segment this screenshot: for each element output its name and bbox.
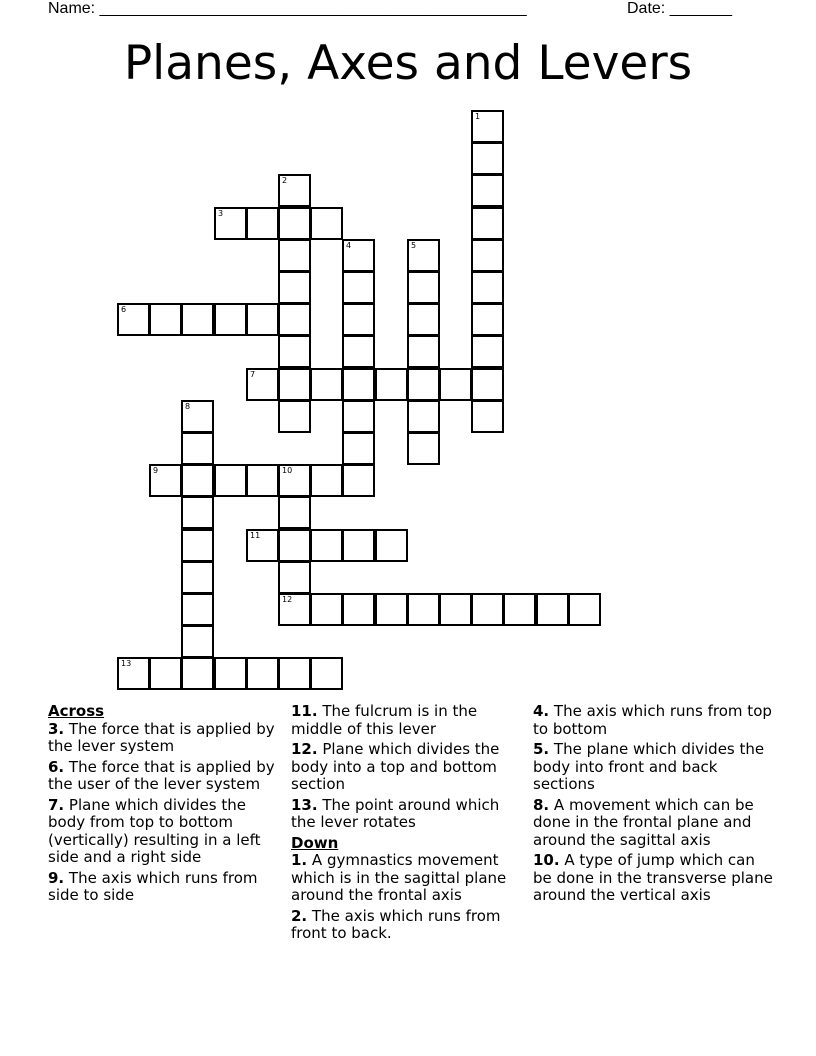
- grid-cell[interactable]: [181, 561, 214, 594]
- grid-cell[interactable]: [407, 432, 440, 465]
- grid-cell[interactable]: [407, 271, 440, 304]
- clue-down-8: 8. A movement which can be done in the frontal plane and around the sagittal axis: [533, 795, 754, 849]
- grid-cell[interactable]: [375, 529, 408, 562]
- clue-across-6: 6. The force that is applied by the user of the lever system: [48, 757, 275, 793]
- grid-cell[interactable]: [278, 529, 311, 562]
- grid-cell[interactable]: [407, 303, 440, 336]
- clue-number-6: 6: [121, 305, 127, 314]
- grid-cell[interactable]: [310, 207, 343, 240]
- clue-down-2: 2. The axis which runs from front to back.: [291, 906, 501, 942]
- grid-cell[interactable]: [181, 432, 214, 465]
- clues-column-3: [533, 703, 773, 908]
- grid-cell[interactable]: [181, 496, 214, 529]
- grid-cell[interactable]: [181, 529, 214, 562]
- date-field-label: Date: _______: [627, 0, 732, 17]
- name-field-label: Name: ________________________________________________: [48, 0, 527, 17]
- clue-number-5: 5: [411, 241, 417, 250]
- grid-cell[interactable]: [471, 303, 504, 336]
- grid-cell[interactable]: [471, 142, 504, 175]
- grid-cell[interactable]: [471, 400, 504, 433]
- grid-cell[interactable]: [471, 593, 504, 626]
- grid-cell[interactable]: [342, 239, 375, 272]
- grid-cell[interactable]: [214, 464, 247, 497]
- across-heading: Across: [48, 702, 105, 720]
- clue-number-1: 1: [475, 112, 481, 121]
- puzzle-title: Planes, Axes and Levers: [123, 36, 693, 91]
- grid-cell[interactable]: [278, 207, 311, 240]
- clue-down-4: 4. The axis which runs from top to bottom: [533, 702, 772, 738]
- grid-cell[interactable]: [568, 593, 601, 626]
- grid-cell[interactable]: [117, 303, 150, 336]
- clue-number-9: 9: [153, 466, 159, 475]
- grid-cell[interactable]: [181, 657, 214, 690]
- grid-cell[interactable]: [246, 464, 279, 497]
- grid-cell[interactable]: [471, 368, 504, 401]
- grid-cell[interactable]: [246, 529, 279, 562]
- grid-cell[interactable]: [375, 593, 408, 626]
- grid-cell[interactable]: [117, 657, 150, 690]
- grid-cell[interactable]: [181, 593, 214, 626]
- grid-cell[interactable]: [471, 207, 504, 240]
- grid-cell[interactable]: [407, 239, 440, 272]
- grid-cell[interactable]: [278, 239, 311, 272]
- grid-cell[interactable]: [342, 464, 375, 497]
- clues-column-2: [291, 703, 527, 946]
- grid-cell[interactable]: [214, 657, 247, 690]
- grid-cell[interactable]: [278, 657, 311, 690]
- clue-down-1: 1. A gymnastics movement which is in the sagittal plane around the frontal axis: [291, 851, 507, 904]
- grid-cell[interactable]: [342, 335, 375, 368]
- clues-column-1: [48, 703, 283, 908]
- grid-cell[interactable]: [278, 368, 311, 401]
- grid-cell[interactable]: [149, 657, 182, 690]
- grid-cell[interactable]: [278, 496, 311, 529]
- grid-cell[interactable]: [278, 303, 311, 336]
- clue-across-3: 3. The force that is applied by the lever system: [48, 719, 275, 755]
- clue-number-11: 11: [250, 531, 261, 540]
- grid-cell[interactable]: [278, 335, 311, 368]
- grid-cell[interactable]: [310, 593, 343, 626]
- grid-cell[interactable]: [342, 529, 375, 562]
- grid-cell[interactable]: [342, 400, 375, 433]
- clue-number-4: 4: [346, 241, 352, 250]
- grid-cell[interactable]: [407, 335, 440, 368]
- grid-cell[interactable]: [536, 593, 569, 626]
- grid-cell[interactable]: [342, 432, 375, 465]
- grid-cell[interactable]: [439, 593, 472, 626]
- grid-cell[interactable]: [181, 400, 214, 433]
- grid-cell[interactable]: [310, 657, 343, 690]
- grid-cell[interactable]: [471, 239, 504, 272]
- grid-cell[interactable]: [375, 368, 408, 401]
- grid-cell[interactable]: [342, 368, 375, 401]
- grid-cell[interactable]: [310, 368, 343, 401]
- grid-cell[interactable]: [342, 593, 375, 626]
- grid-cell[interactable]: [214, 303, 247, 336]
- grid-cell[interactable]: [278, 593, 311, 626]
- down-heading: Down: [291, 833, 339, 852]
- grid-cell[interactable]: [278, 464, 311, 497]
- clue-number-8: 8: [185, 402, 191, 411]
- grid-cell[interactable]: [149, 303, 182, 336]
- clue-number-13: 13: [121, 659, 132, 668]
- grid-cell[interactable]: [471, 335, 504, 368]
- clue-across-11: 11. The fulcrum is in the middle of this lever: [291, 702, 478, 738]
- grid-cell[interactable]: [278, 400, 311, 433]
- clue-number-2: 2: [282, 176, 288, 185]
- clue-number-7: 7: [250, 370, 256, 379]
- clue-down-5: 5. The plane which divides the body into front and back sections: [533, 740, 765, 793]
- grid-cell[interactable]: [214, 207, 247, 240]
- grid-cell[interactable]: [246, 303, 279, 336]
- clue-down-10: 10. A type of jump which can be done in the transverse plane around the vertical axis: [533, 851, 773, 904]
- grid-cell[interactable]: [246, 207, 279, 240]
- grid-cell[interactable]: [342, 271, 375, 304]
- clue-across-13: 13. The point around which the lever rotates: [291, 795, 500, 831]
- clue-across-12: 12. Plane which divides the body into a top and bottom section: [291, 740, 500, 793]
- grid-cell[interactable]: [278, 561, 311, 594]
- grid-cell[interactable]: [149, 464, 182, 497]
- clue-across-7: 7. Plane which divides the body from top to bottom (vertically) resulting in a left side and a right side: [48, 795, 261, 866]
- grid-cell[interactable]: [407, 400, 440, 433]
- grid-cell[interactable]: [181, 464, 214, 497]
- grid-cell[interactable]: [407, 368, 440, 401]
- grid-cell[interactable]: [246, 368, 279, 401]
- clue-number-10: 10: [282, 466, 293, 475]
- grid-cell[interactable]: [246, 657, 279, 690]
- grid-cell[interactable]: [471, 110, 504, 143]
- clue-number-12: 12: [282, 595, 293, 604]
- grid-cell[interactable]: [471, 174, 504, 207]
- grid-cell[interactable]: [278, 271, 311, 304]
- grid-cell[interactable]: [278, 174, 311, 207]
- grid-cell[interactable]: [310, 529, 343, 562]
- grid-cell[interactable]: [181, 303, 214, 336]
- grid-cell[interactable]: [439, 368, 472, 401]
- clue-across-9: 9. The axis which runs from side to side: [48, 868, 258, 904]
- grid-cell[interactable]: [503, 593, 536, 626]
- clue-number-3: 3: [218, 209, 224, 218]
- grid-cell[interactable]: [342, 303, 375, 336]
- grid-cell[interactable]: [181, 625, 214, 658]
- grid-cell[interactable]: [310, 464, 343, 497]
- grid-cell[interactable]: [407, 593, 440, 626]
- grid-cell[interactable]: [471, 271, 504, 304]
